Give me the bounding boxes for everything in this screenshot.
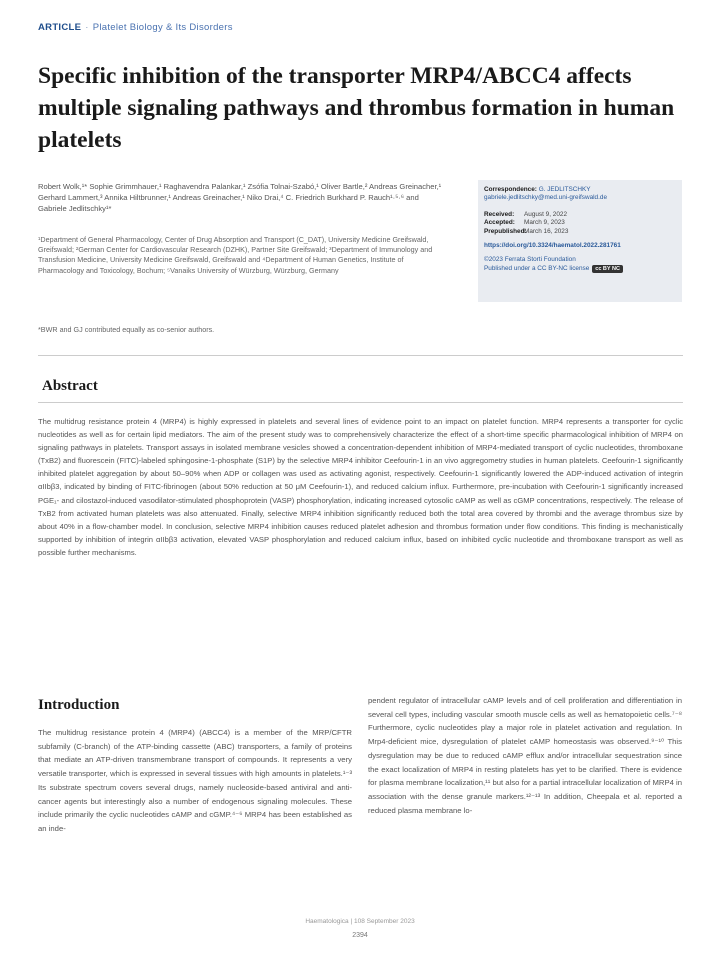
date-accepted: Accepted: March 9, 2023 <box>484 219 565 227</box>
abstract-heading: Abstract <box>42 378 98 394</box>
divider-top <box>38 355 683 356</box>
footer-journal: Haematologica | 108 September 2023 <box>305 918 415 925</box>
correspondence-name: G. JEDLITSCHKY <box>538 186 591 193</box>
license-link[interactable]: Published under a CC BY-NC license <box>484 264 590 272</box>
cc-license-icon: cc BY NC <box>592 265 623 273</box>
article-title: Specific inhibition of the transporter MRP4/ABCC4 affects multiple signaling pathways and thrombus formation in human platelets <box>38 63 675 153</box>
equal-contribution-note: *BWR and GJ contributed equally as co-senior authors. <box>38 325 215 334</box>
license-line <box>484 265 676 273</box>
correspondence-email-link[interactable]: gabriele.jedlitschky@med.uni-greifswald.de <box>484 194 607 202</box>
author-list: Robert Wolk,¹* Sophie Grimmhauer,¹ Raghavendra Palankar,¹ Zsófia Tolnai-Szabó,¹ Oliver Bartle,² Andreas Greinacher,¹ Gerhard Lammert,³ Annika Hiltbrunner,¹ Andreas Greinacher,¹ Niko Drai,⁴ C. Friedrich Burkhard P. Rauch¹·⁵·⁶ and Gabriele Jedlitschky¹* <box>38 182 442 213</box>
abstract-text: The multidrug resistance protein 4 (MRP4) is highly expressed in platelets and several lines of evidence point to an impact on platelet function. MRP4 represents a transporter for cyclic nucleotides as well as for certain lipid mediators. The aim of the present study was to comprehensively characterize the effect of a short-time specific pharmacological inhibition of MRP4 on signaling pathways in platelets. Transport assays in isolated membrane vesicles showed a concentration-dependent inhibition of MRP4-mediated transport of cyclic nucleotides, thromboxane (TxB2) and fluorescein (FITC)-labeled sphingosine-1-phosphate (S1P) by the selective MRP4 inhibitor Ceefourin-1 in an vivo aggregometry studies in human platelets. Ceefourin-1 significantly inhibited platelet aggregation by about 50–90% when ADP or collagen was used as activating agonist, respectively. Ceefourin-1 significantly lowered the ADP-induced activation of integrin αIIbβ3, indicated by binding of FITC-fibrinogen (about 50% reduction at 50 μM Ceefourin-1), and reduced calcium influx. Furthermore, pre-incubation with Ceefourin-1 significantly increased PGE₁- and cilostazol-induced vasodilator-stimulated phosphoprotein (VASP) phosphorylation, indicating increased cytosolic cAMP as well as cGMP concentrations, respectively. The release of TxB2 from activated human platelets was also attenuated. Finally, selective MRP4 inhibition significantly reduced both the total area covered by thrombi and the average thrombus size by about 40% in a flow-chamber model. In conclusion, selective MRP4 inhibition causes reduced platelet adhesion and thrombus formation under flow conditions. This finding is mechanistically supported by inhibition of integrin αIIbβ3 activation, elevated VASP phosphorylation and reduced calcium influx, based on inhibited cyclic nucleotide and thromboxane transport as well as possible further mechanisms. <box>38 417 683 557</box>
introduction-heading: Introduction <box>38 697 120 713</box>
article-header <box>38 22 233 33</box>
page-number: 2394 <box>352 932 368 939</box>
correspondence-label: Correspondence: <box>484 186 537 193</box>
copyright-line: ©2023 Ferrata Storti Foundation <box>484 256 576 264</box>
article-info-box <box>478 180 682 302</box>
divider-abstract <box>38 402 683 403</box>
introduction-right-column: pendent regulator of intracellular cAMP levels and of cell proliferation and differentiation in several cell types, including vascular smooth muscle cells as well as hematopoietic cells.⁷⁻⁸ Furthermore, cyclic nucleotides play a major role in platelet activation and regulation. In Mrp4-deficient mice, dysregulation of platelet cAMP homeostasis was observed.⁹⁻¹⁰ This dysregulation may be due to reduced cAMP efflux and/or intracellular sequestration since the exact localization of MRP4 in resting platelets has yet to be clarified. There is evidence for plasma membrane localization,¹¹ but also for a partial intracellular localization of MRP4 in association with the dense granule markers.¹²⁻¹³ In addition, Cheepala et al. reported a reduced plasma membrane lo- <box>368 696 682 815</box>
correspondence <box>484 186 676 194</box>
article-type-label: ARTICLE <box>38 22 82 33</box>
header-separator: · <box>85 22 89 33</box>
date-prepublished: Prepublished: March 16, 2023 <box>484 227 569 235</box>
introduction-left-column: The multidrug resistance protein 4 (MRP4) (ABCC4) is a member of the MRP/CFTR subfamily (C-branch) of the ATP-binding cassette (ABC) transporters, a family of proteins that mediate an ATP-driven transmembrane transport of compounds. It represents a very versatile transporter, which is expressed in several tissues with high amounts in platelets.¹⁻³ Its substrate spectrum covers several drugs, namely nucleoside-based antiviral and anti-cancer agents but interestingly also a number of endogenous signaling molecules. These include primarily the cyclic nucleotides cAMP and cGMP.⁴⁻⁶ MRP4 has been established as an inde- <box>38 728 352 833</box>
affiliations: ¹Department of General Pharmacology, Center of Drug Absorption and Transport (C_DAT), University Medicine Greifswald, Greifswald; ²German Center for Cardiovascular Research (DZHK), Partner Site Greifswald; ³Department of Immunology and Transfusion Medicine, University Medicine Greifswald, Greifswald and ⁴Department of Human Genetics, Institute of Pharmacology and Toxicology, Bochum; ⁵Vanaiks University of Würzburg, Würzburg, Germany <box>38 235 433 275</box>
date-received: Received: August 9, 2022 <box>484 210 567 218</box>
article-section-link[interactable]: Platelet Biology & Its Disorders <box>92 22 233 33</box>
doi-link[interactable]: https://doi.org/10.3324/haematol.2022.281761 <box>484 242 621 250</box>
article-dates <box>484 211 676 236</box>
